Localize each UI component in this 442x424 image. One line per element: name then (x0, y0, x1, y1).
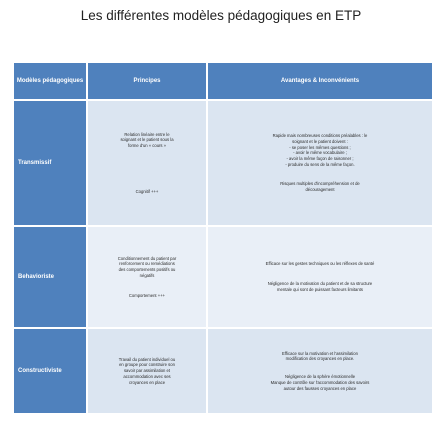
table-row-constructiviste (14, 329, 432, 413)
text-line: Manque de contrôle sur l'accommodation des savoirs (270, 379, 370, 385)
text-line: Efficace sur la motivation et l'assimilation (282, 350, 358, 356)
advantages-cell-constructiviste (208, 329, 432, 413)
text-line: Rapide mais nombreuses conditions préalables : le (272, 133, 368, 139)
text-line: accommodation avec ses (123, 373, 171, 379)
table-row-transmissif (14, 101, 432, 225)
text-line: - se poser les mêmes questions ; (289, 144, 351, 150)
text-line: savoir par assimilation et (123, 368, 171, 374)
text-line: Travail du patient individuel ou (118, 356, 176, 362)
row-label-behavioriste: Behavioriste (14, 227, 86, 327)
principles-cell-transmissif (88, 101, 206, 225)
text-line: Efficace sur les gestes techniques ou les réflexes de santé (265, 261, 375, 267)
advantages-block (212, 374, 428, 391)
text-line: Cognitif +++ (135, 188, 159, 194)
text-line: modification des croyances en place. (285, 356, 355, 362)
principles-block (92, 256, 202, 279)
table-row-behavioriste (14, 227, 432, 327)
text-line: soignant et le patient sous la (120, 137, 174, 143)
text-line: autour des fausses croyances en place (283, 385, 357, 391)
principles-cell-constructiviste (88, 329, 206, 413)
text-line: Comportement +++ (128, 292, 166, 298)
header-principles: Principes (88, 63, 206, 99)
row-label-constructiviste: Constructiviste (14, 329, 86, 413)
text-line: Relation linéaire entre le (124, 131, 170, 137)
header-advantages: Avantages & Inconvénients (208, 63, 432, 99)
text-line: mentale qui sont de puissant facteurs limitants (277, 286, 363, 292)
text-line: forme d'un « cours » (127, 143, 167, 148)
advantages-cell-transmissif (208, 101, 432, 225)
principles-block (92, 357, 202, 385)
advantages-block (212, 351, 428, 362)
text-line: Négligence de la sphère émotionnelle (284, 374, 356, 380)
advantages-block (212, 133, 428, 167)
advantages-block (212, 261, 428, 267)
principles-block (92, 132, 202, 149)
principles-cell-behavioriste (88, 227, 206, 327)
text-line: Négligence de la motivation du patient et de sa structure (267, 281, 373, 287)
principles-block (92, 293, 202, 299)
row-label-transmissif: Transmissif (14, 101, 86, 225)
text-line: en groupe pour construire son (119, 362, 175, 368)
text-line: découragement (305, 187, 335, 193)
text-line: - produire du sens de la même façon. (285, 161, 355, 167)
principles-block (92, 189, 202, 195)
table-header-row (14, 63, 432, 99)
advantages-block (212, 181, 428, 192)
advantages-cell-behavioriste (208, 227, 432, 327)
text-line: Risques multiples d'incompréhension et de (280, 181, 360, 187)
text-line: soignant et le patient doivent : (292, 138, 348, 144)
text-line: - avoir le même vocabulaire ; (293, 150, 347, 156)
text-line: Conditionnement du patient par (117, 255, 177, 261)
text-line: renforcement ou remédiations (119, 261, 175, 267)
page-title: Les différentes modèles pédagogiques en ETP (80, 8, 362, 23)
header-models: Modèles pédagogiques (14, 63, 86, 99)
models-table (12, 61, 434, 415)
text-line: négatifs (139, 272, 155, 278)
advantages-block (212, 281, 428, 292)
text-line: des comportements positifs ou (118, 267, 176, 273)
text-line: croyances en place (128, 379, 166, 385)
text-line: - avoir la même façon de raisonner ; (286, 156, 354, 161)
